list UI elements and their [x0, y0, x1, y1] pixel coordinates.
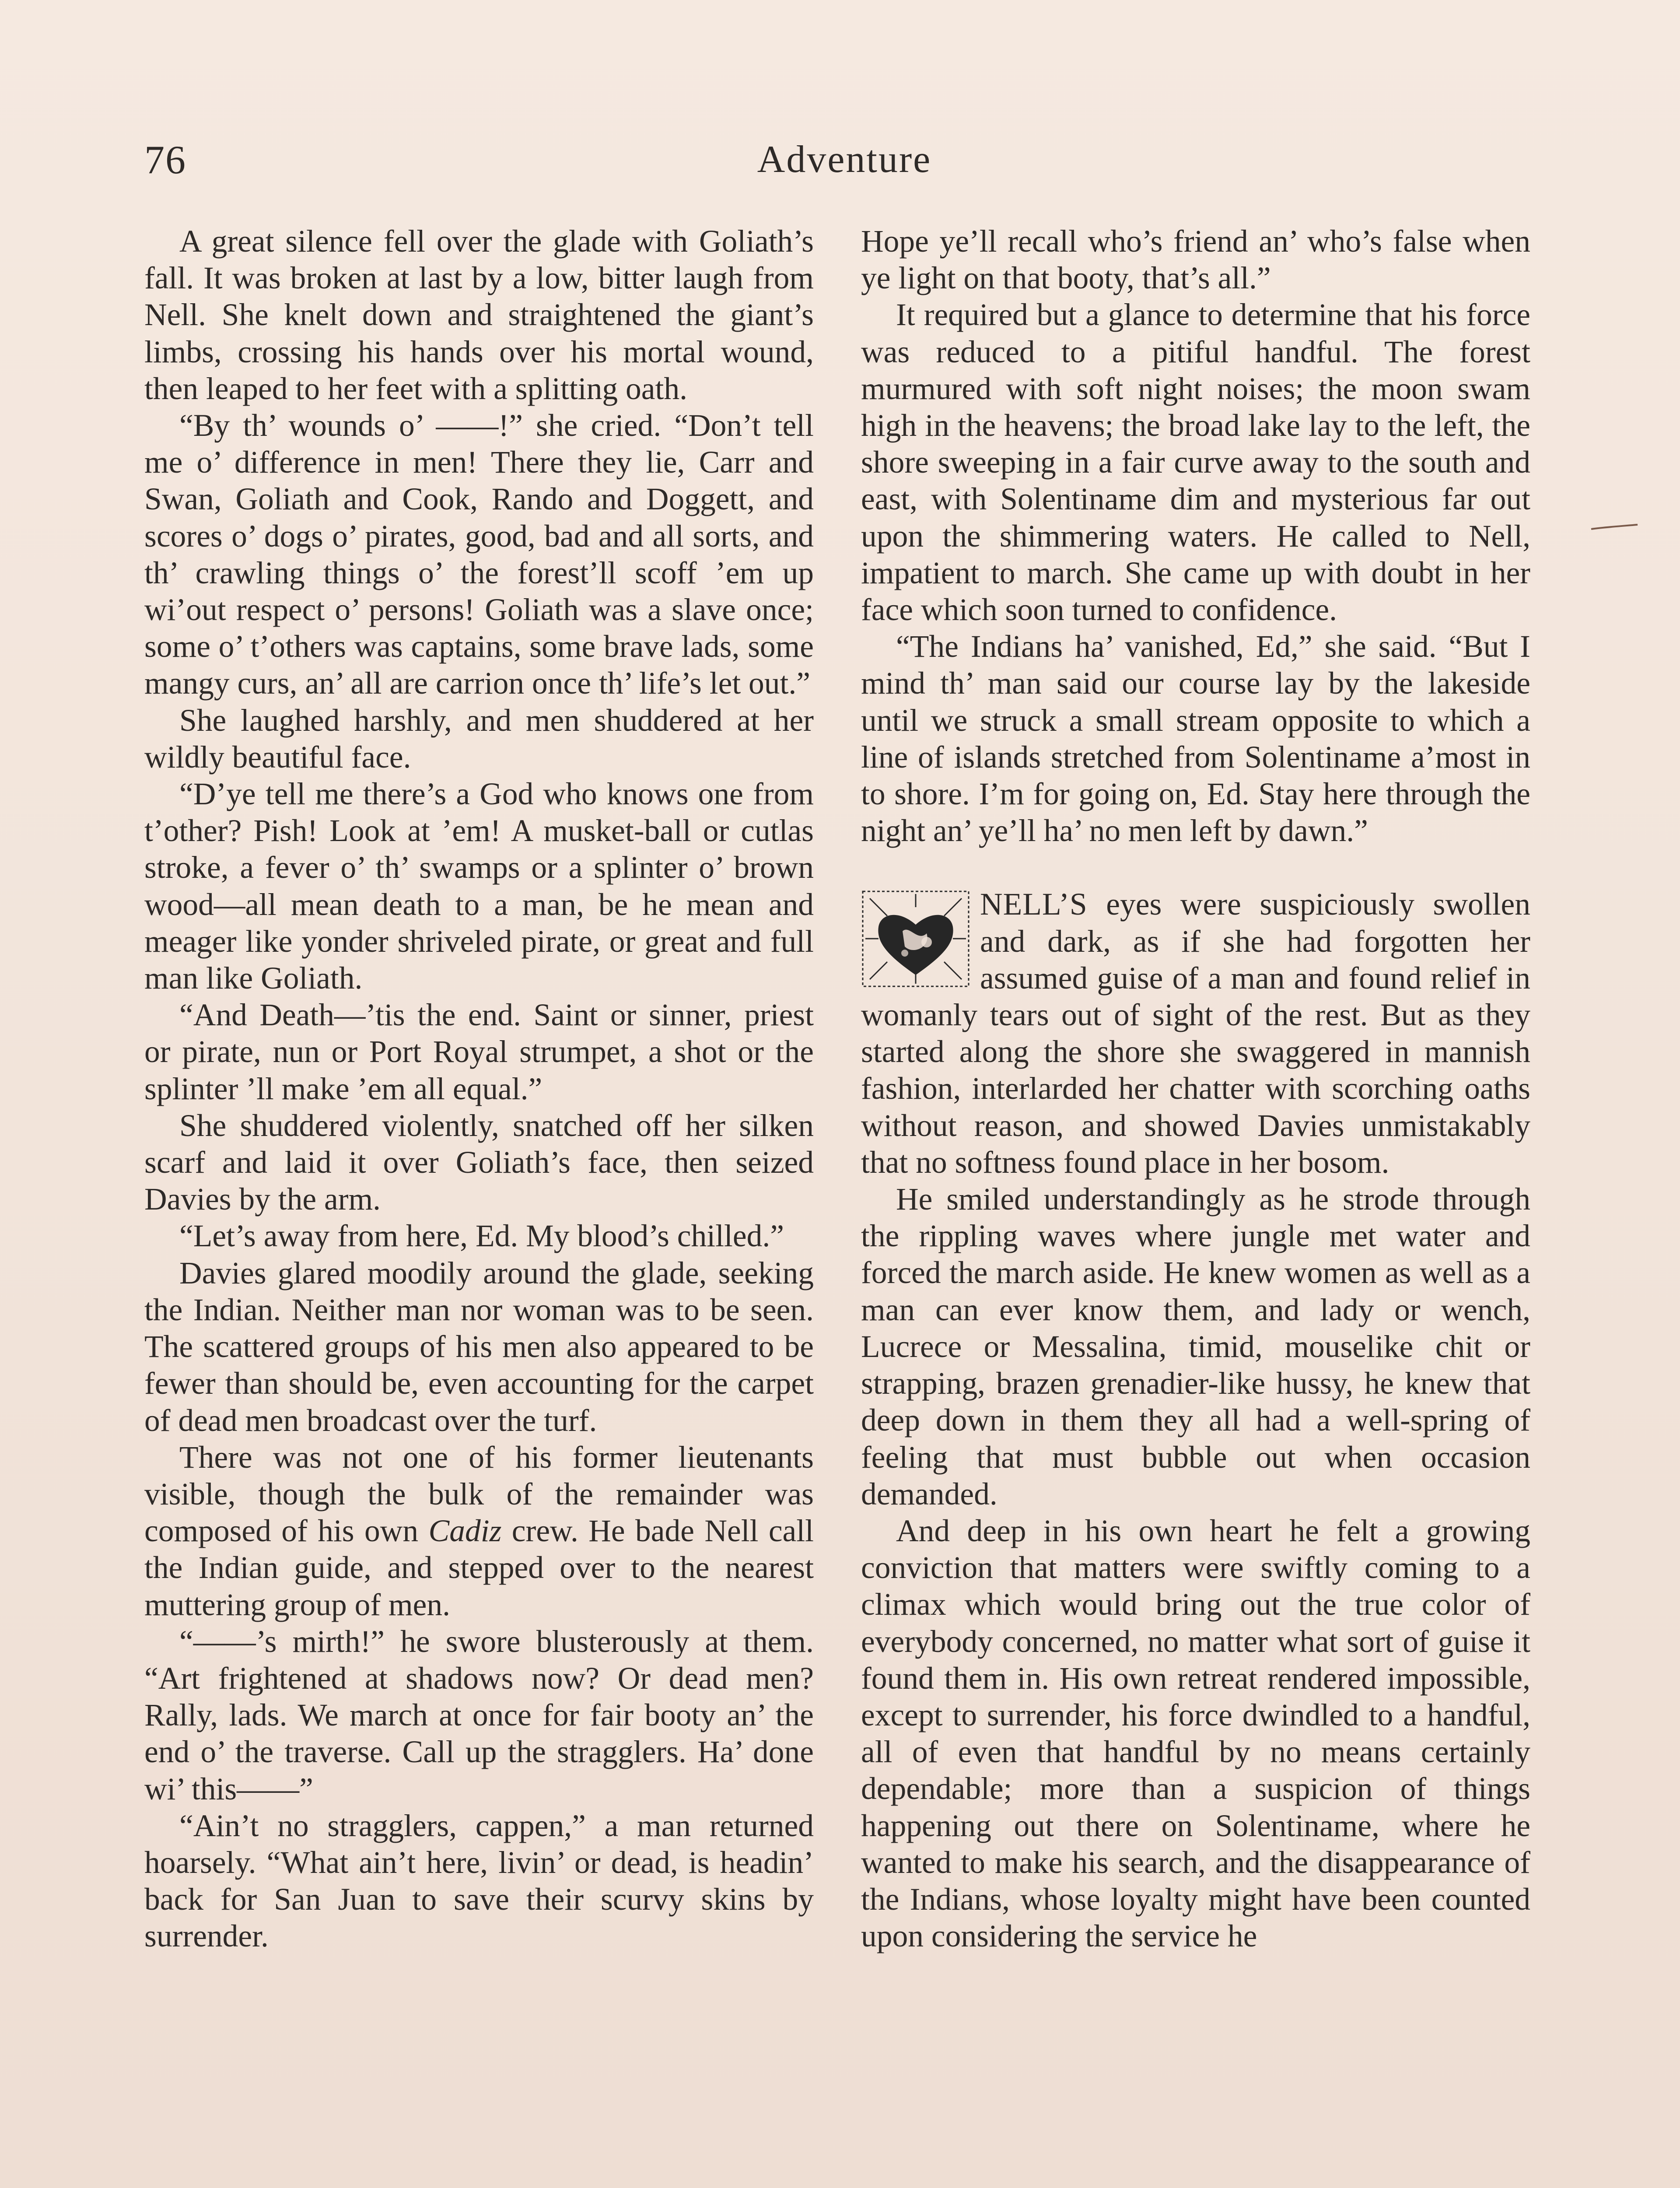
paragraph-text: eyes were suspiciously swollen and dark, as if she had forgotten her assumed guise of a man and found relief in womanly tears out of sight of the rest. But as they started along the shore she swaggered in mannish fashion, interlarded her chatter with scorching oaths without reason, and showed Davies unmistakably that no softness found place in her bosom.	[861, 887, 1530, 1180]
paragraph: “By th’ wounds o’ ——!” she cried. “Don’t tell me o’ difference in men! There they lie, Carr and Swan, Goliath and Cook, Rando and Doggett, and scores o’ dogs o’ pirates, good, bad and all sorts, and th’ crawling things o’ the forest’ll scoff ’em up wi’out respect o’ persons! Goliath was a slave once; some o’ t’others was captains, some brave lads, some mangy curs, an’ all are carrion once th’ life’s let out.”	[144, 408, 814, 701]
ship-name: Cadiz	[428, 1514, 502, 1549]
paragraph: And deep in his own heart he felt a growing conviction that matters were swiftly coming to a climax which would bring out the true color of everybody concerned, no matter what sort of guise it found them in. His own retreat rendered impossible, except to surrender, his force dwindled to a handful, all of even that handful by no means certainly dependable; more than a suspicion of things happening out there on Solentiname, where he wanted to make his search, and the disappearance of the Indians, whose loyalty might have been counted upon considering the service he	[861, 1513, 1530, 1954]
left-column	[144, 223, 814, 2188]
paragraph: He smiled understandingly as he strode through the rippling waves where jungle met water and forced the march aside. He knew women as well as a man can ever know them, and lady or wench, Lucrece or Messalina, timid, mouselike chit or strapping, brazen grenadier-like hussy, he knew that deep down in them they all had a well-spring of feeling that must bubble out when occasion demanded.	[861, 1182, 1530, 1511]
lead-word: NELL’S	[980, 887, 1088, 922]
page-header	[144, 131, 1544, 188]
paragraph: Hope ye’ll recall who’s friend an’ who’s false when ye light on that booty, that’s all.”	[861, 224, 1530, 296]
paragraph: “D’ye tell me there’s a God who knows one from t’other? Pish! Look at ’em! A musket-ball or cutlas stroke, a fever o’ th’ swamps or a splinter o’ brown wood—all mean death to a man, be he mean and meager like yonder shriveled pirate, or great and full man like Goliath.	[144, 777, 814, 996]
paragraph-text: There was not one of his former lieutenants visible, though the bulk of the remainder was composed of his own	[144, 1440, 814, 1549]
paragraph: A great silence fell over the glade with Goliath’s fall. It was broken at last by a low, bitter laugh from Nell. She knelt down and straightened the giant’s limbs, crossing his hands over his mortal wound, then leaped to her feet with a splitting oath.	[144, 224, 814, 406]
heart-ornament-graphic	[861, 890, 970, 988]
paragraph: “Ain’t no stragglers, cappen,” a man returned hoarsely. “What ain’t here, livin’ or dead, is headin’ back for San Juan to save their scurvy skins by surrender.	[144, 1808, 814, 1954]
paragraph: “And Death—’tis the end. Saint or sinner, priest or pirate, nun or Port Royal strumpet, a shot or the splinter ’ll make ’em all equal.”	[144, 998, 814, 1106]
paragraph: “Let’s away from here, Ed. My blood’s chilled.”	[179, 1219, 784, 1254]
paragraph: She laughed harshly, and men shuddered at her wildly beautiful face.	[144, 703, 814, 775]
paragraph: It required but a glance to determine that his force was reduced to a pitiful handful. The forest murmured with soft night noises; the moon swam high in the heavens; the broad lake lay to the left, the shore sweeping in a fair curve away to the south and east, with Solentiname dim and mysterious far out upon the shimmering waters. He called to Nell, impatient to march. She came up with doubt in her face which soon turned to confidence.	[861, 298, 1530, 628]
paragraph	[144, 1439, 814, 1623]
heart-ornament-icon	[861, 890, 970, 988]
paragraph: “——’s mirth!” he swore blusterously at them. “Art frightened at shadows now? Or dead men? Rally, lads. We march at once for fair booty an’ the end o’ the traverse. Call up the stragglers. Ha’ done wi’ this——”	[144, 1624, 814, 1806]
page-number: 76	[144, 137, 186, 182]
right-column	[861, 223, 1530, 2188]
section-opening	[861, 886, 1530, 1181]
running-title: Adventure	[757, 138, 932, 181]
paragraph: “The Indians ha’ vanished, Ed,” she said. “But I mind th’ man said our course lay by the lakeside until we struck a small stream opposite to which a line of islands stretched from Solentiname a’most in to shore. I’m for going on, Ed. Stay here through the night an’ ye’ll ha’ no men left by dawn.”	[861, 629, 1530, 849]
margin-pencil-mark	[1590, 523, 1638, 532]
paragraph: She shuddered violently, snatched off her silken scarf and laid it over Goliath’s face, then seized Davies by the arm.	[144, 1108, 814, 1217]
paragraph: Davies glared moodily around the glade, seeking the Indian. Neither man nor woman was to be seen. The scattered groups of his men also appeared to be fewer than should be, even accounting for the carpet of dead men broadcast over the turf.	[144, 1255, 814, 1438]
paragraph-text: crew. He bade Nell call the Indian guide, and stepped over to the nearest muttering group of men.	[144, 1514, 814, 1622]
